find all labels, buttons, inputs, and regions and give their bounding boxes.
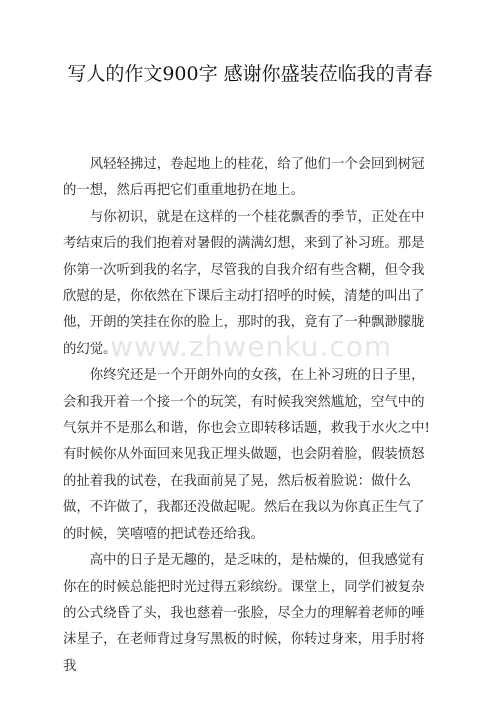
page-title: 写人的作文900字 感谢你盛装莅临我的青春 <box>67 63 433 85</box>
paragraph: 高中的日子是无趣的，是乏味的，是枯燥的，但我感觉有你在的时候总能把时光过得五彩缤纷。课堂上，同学们被复杂的公式绕昏了头，我也慈着一张脸，尽全力的理解着老师的唾沫星子，在老师背过身写黑板的时候，你转过身来，用手肘将我 <box>63 553 425 674</box>
paragraph: 风轻轻拂过，卷起地上的桂花，给了他们一个会回到树冠的一想，然后再把它们重重地扔在地上。 <box>63 157 425 199</box>
paragraph: 与你初识，就是在这样的一个桂花飘香的季节，正处在中考结束后的我们抱着对暑假的满满幻想，来到了补习班。那是你第一次听到我的名字，尽管我的自我介绍有些含糊，但令我欣慰的是，你依然在下课后主动打招呼的时候，清楚的叫出了他，开朗的笑挂在你的脸上，那时的我，竟有了一种飘渺朦胧的幻觉。 <box>63 209 425 357</box>
watermark: www.zhwenku.com <box>110 330 393 363</box>
paragraph: 你终究还是一个开朗外向的女孩，在上补习班的日子里，会和我开着一个接一个的玩笑，有时候我突然尴尬，空气中的气氛并不是那么和谐，你也会立即转移话题，救我于水火之中!有时候你从外面回来见我正埋头做题，也会阴着脸，假装愤怒的扯着我的试卷，在我面前晃了晃，然后板着脸说：做什么做，不许做了，我都还没做起呢。然后在我以为你真正生气了的时候，笑嘻嘻的把试卷还给我。 <box>63 368 430 542</box>
article-body <box>63 152 437 680</box>
